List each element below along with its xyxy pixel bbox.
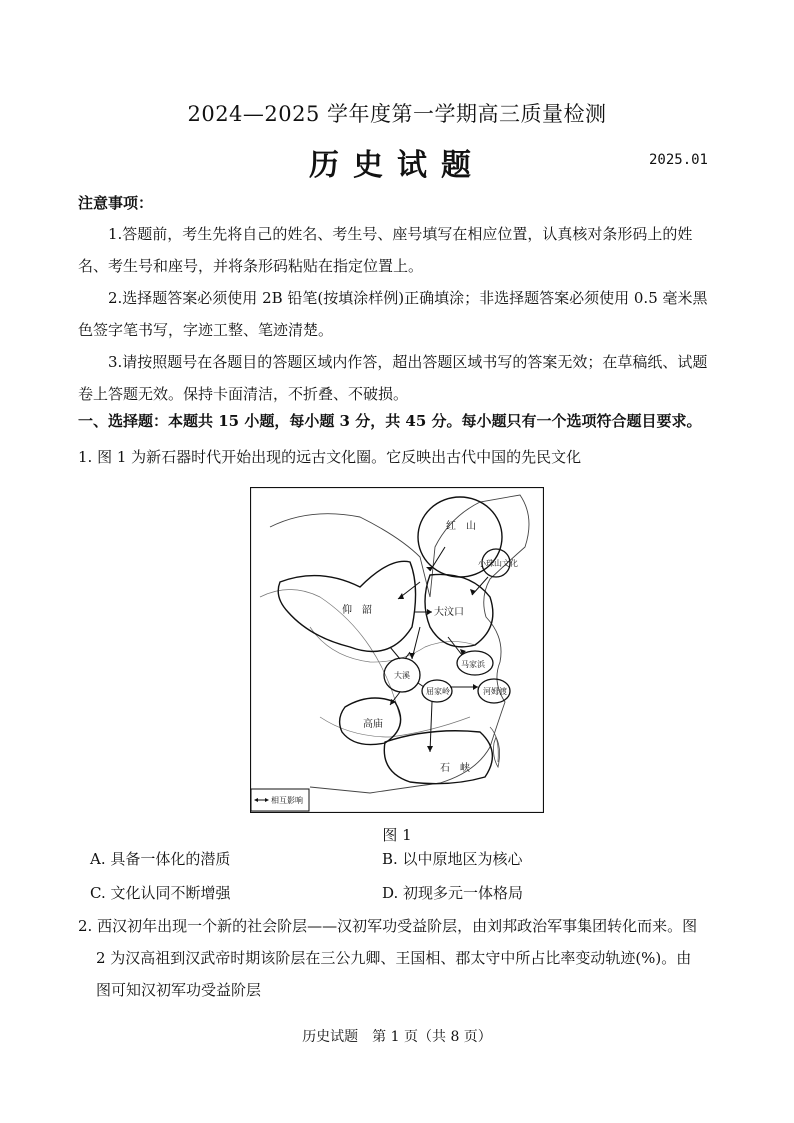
map-label-shixia: 石 峡 (440, 763, 470, 774)
map-label-daxi: 大溪 (394, 671, 410, 680)
question-2-stem (78, 910, 718, 1006)
q2-line-2: 2 为汉高祖到汉武帝时期该阶层在三公九卿、王国相、郡太守中所占比率变动轨迹(%)。由 (96, 949, 692, 967)
map-label-hemudu: 河姆渡 (483, 687, 507, 696)
q1-option-d: D. 初现多元一体格局 (382, 884, 524, 902)
map-label-xiaozhushan: 小珠山文化 (478, 559, 518, 568)
q1-option-b: B. 以中原地区为核心 (382, 850, 523, 868)
section-heading: 一、选择题：本题共 15 小题，每小题 3 分，共 45 分。每小题只有一个选项符合题目要求。 (78, 412, 702, 430)
map-label-hongshan: 红 山 (446, 521, 476, 532)
q1-option-a: A. 具备一体化的潜质 (90, 850, 231, 868)
culture-map (250, 487, 544, 813)
page-footer: 历史试题 第 1 页（共 8 页） (302, 1029, 492, 1045)
notice-item-3: 3.请按照题号在各题目的答题区域内作答，超出答题区域书写的答案无效；在草稿纸、试题卷上答题无效。保持卡面清洁，不折叠、不破损。 (78, 353, 708, 403)
notice-item-1: 1.答题前，考生先将自己的姓名、考生号、座号填写在相应位置，认真核对条形码上的姓名、考生号和座号，并将条形码粘贴在指定位置上。 (78, 225, 693, 275)
q2-line-1: 2. 西汉初年出现一个新的社会阶层——汉初军功受益阶层，由刘邦政治军事集团转化而来。图 (78, 917, 698, 935)
exam-title: 2024—2025 学年度第一学期高三质量检测 (187, 102, 607, 126)
map-label-majiabang: 马家浜 (461, 660, 485, 669)
map-label-yangshao: 仰 韶 (342, 605, 372, 616)
question-1-stem: 1. 图 1 为新石器时代开始出现的远古文化圈。它反映出古代中国的先民文化 (78, 448, 582, 466)
notice-heading: 注意事项： (78, 194, 154, 212)
map-label-qujialing: 屈家岭 (426, 687, 450, 696)
map-legend-label: 相互影响 (271, 796, 303, 805)
q1-option-c: C. 文化认同不断增强 (90, 884, 231, 902)
map-label-gaomiao: 高庙 (363, 719, 383, 730)
subject-title: 历史试题 (309, 148, 485, 183)
q2-line-3: 图可知汉初军功受益阶层 (96, 981, 262, 999)
exam-date: 2025.01 (648, 152, 708, 168)
map-label-dawenkou: 大汶口 (434, 607, 464, 618)
notice-item-2: 2.选择题答案必须使用 2B 铅笔(按填涂样例)正确填涂；非选择题答案必须使用 0.5 毫米黑色签字笔书写，字迹工整、笔迹清楚。 (78, 289, 708, 339)
figure-1-caption: 图 1 (382, 826, 412, 844)
